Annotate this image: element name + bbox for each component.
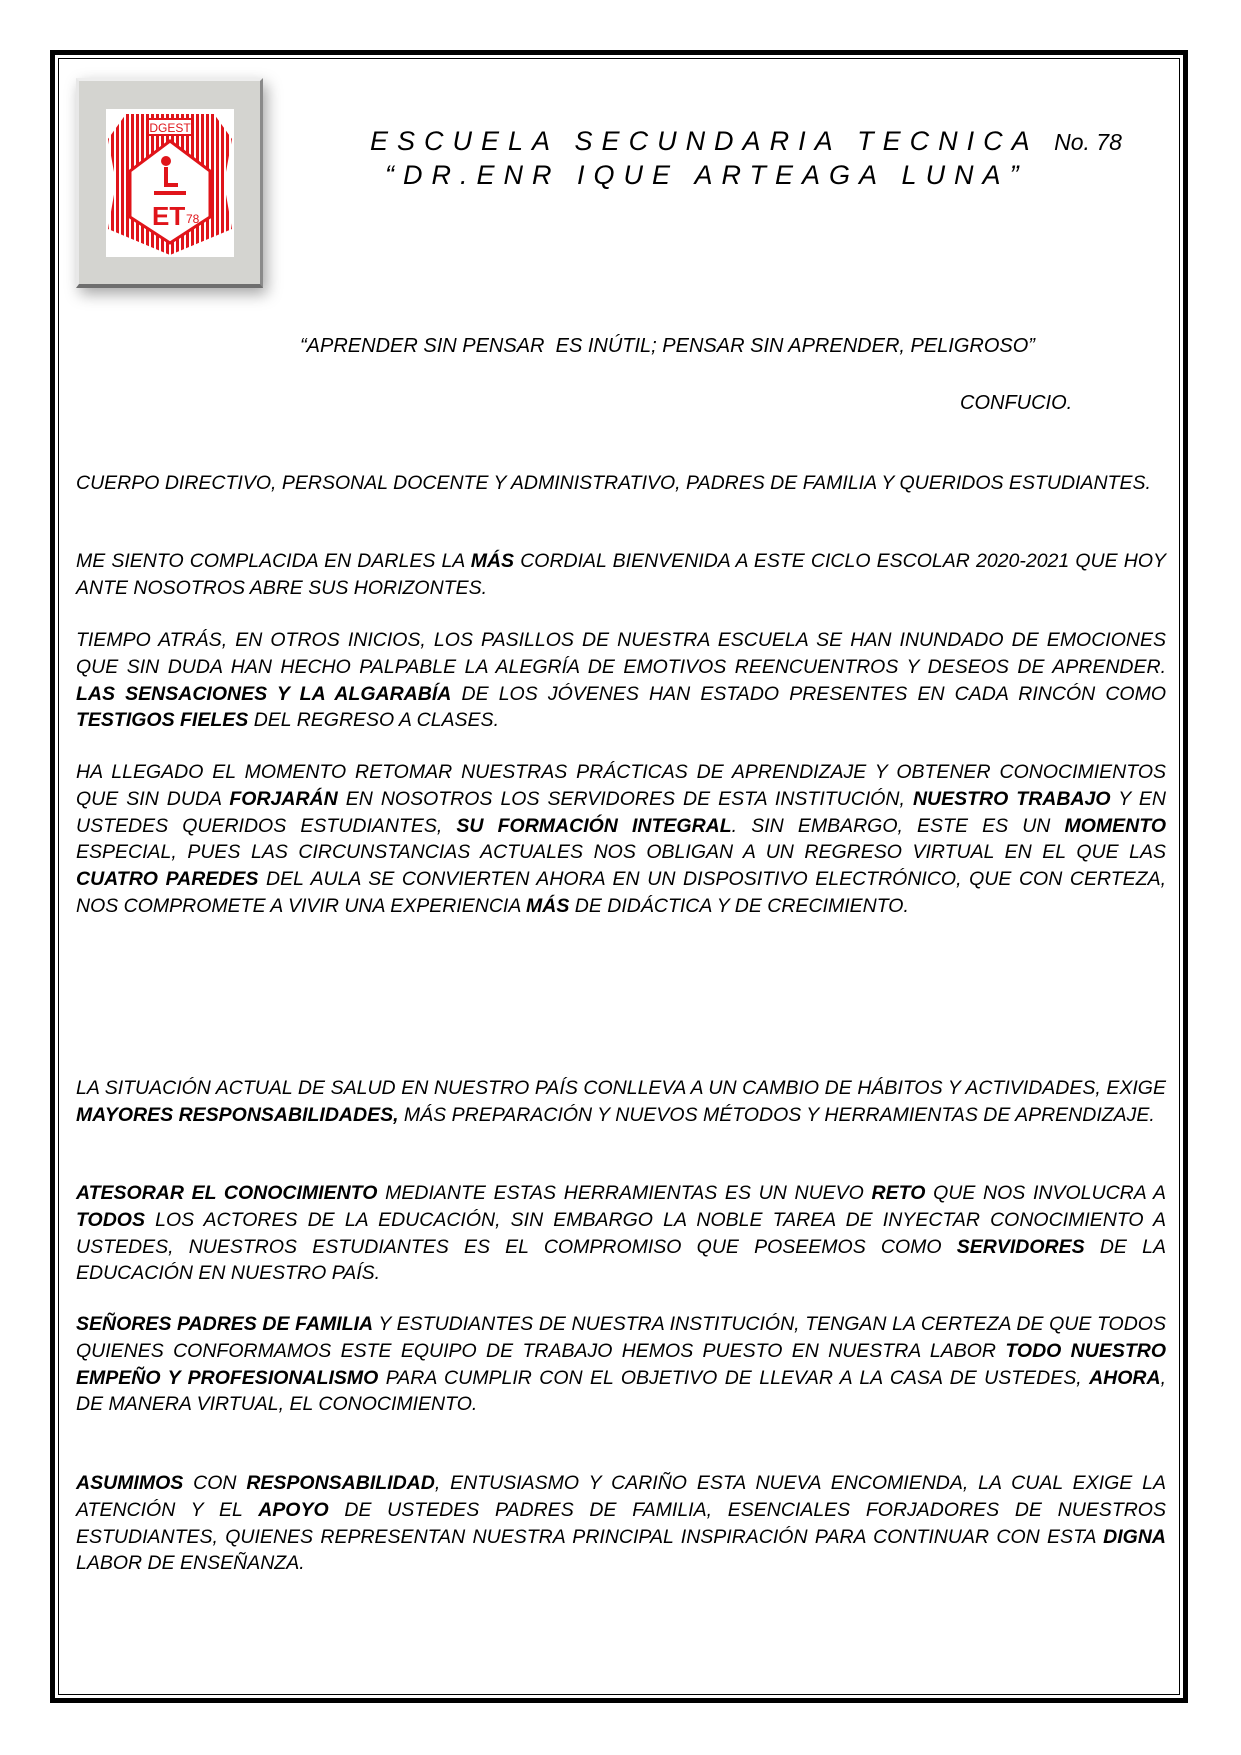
emphasis-text: RETO [871, 1182, 926, 1204]
epigraph-author: CONFUCIO. [960, 392, 1073, 414]
body-text: , DE MANERA VIRTUAL, EL CONOCIMIENTO. [76, 1366, 1166, 1416]
emphasis-text: TESTIGOS FIELES [76, 709, 249, 732]
body-text: DEL REGRESO A CLASES. [248, 709, 499, 732]
svg-text:ET: ET [152, 201, 186, 231]
paragraph-welcome [76, 548, 1166, 602]
body-text: MEDIANTE ESTAS HERRAMIENTAS ES UN NUEVO [377, 1182, 872, 1204]
emphasis-text: AHORA [1089, 1366, 1161, 1389]
body-text: ESPECIAL, PUES LAS CIRCUNSTANCIAS ACTUALES NOS OBLIGAN A UN REGRESO VIRTUAL EN EL QUE LAS [76, 841, 1166, 864]
body-text: CON [183, 1472, 247, 1494]
body-text: DEL AULA SE CONVIERTEN AHORA EN UN DISPOSITIVO ELECTRÓNICO, QUE CON CERTEZA, NOS COMPROMETE A VIVIR UNA EXPERIENCIA [76, 868, 1166, 917]
emphasis-text: TODOS [76, 1208, 145, 1231]
school-name [370, 126, 1122, 157]
body-text: DE DIDÁCTICA Y DE CRECIMIENTO. [569, 894, 909, 917]
body-text: EN NOSOTROS LOS SERVIDORES DE ESTA INSTITUCIÓN, [337, 787, 913, 810]
body-text: LABOR DE ENSEÑANZA. [76, 1552, 305, 1575]
body-text: Y ESTUDIANTES DE NUESTRA INSTITUCIÓN, TENGAN LA CERTEZA DE QUE TODOS QUIENES CONFORMAMOS ESTE EQUIPO DE TRABAJO HEMOS PUESTO EN NUESTRA LABOR [76, 1313, 1166, 1362]
paragraph-parents [76, 1311, 1166, 1418]
emphasis-text: SU FORMACIÓN INTEGRAL [456, 814, 732, 837]
body-text: DE LOS JÓVENES HAN ESTADO PRESENTES EN CADA RINCÓN COMO [451, 682, 1166, 705]
school-number: No. 78 [1054, 129, 1122, 155]
paragraph-greeting [76, 470, 1166, 497]
emphasis-text: ATESORAR EL CONOCIMIENTO [76, 1182, 378, 1204]
school-logo [76, 78, 263, 288]
paragraph-past [76, 627, 1166, 734]
emphasis-text: MOMENTO [1064, 814, 1166, 837]
emphasis-text: TODO NUESTRO EMPEÑO Y PROFESIONALISMO [76, 1339, 1167, 1389]
svg-text:78: 78 [186, 212, 200, 226]
emphasis-text: NUESTRO TRABAJO [912, 787, 1111, 810]
body-text: HA LLEGADO EL MOMENTO RETOMAR NUESTRAS PRÁCTICAS DE APRENDIZAJE Y OBTENER CONOCIMIENTOS QUE SIN DUDA [76, 761, 1166, 810]
emphasis-text: FORJARÁN [229, 787, 338, 810]
emphasis-text: CUATRO PAREDES [76, 868, 259, 891]
body-text: . SIN EMBARGO, ESTE ES UN [731, 814, 1065, 837]
emphasis-text: DIGNA [1103, 1525, 1166, 1548]
paragraph-situation [76, 1075, 1166, 1129]
body-text: Y EN USTEDES QUERIDOS ESTUDIANTES, [76, 787, 1166, 837]
school-name-text: ESCUELA SECUNDARIA TECNICA [370, 126, 1038, 156]
svg-text:DGEST: DGEST [149, 121, 191, 135]
body-text: DE USTEDES PADRES DE FAMILIA, ESENCIALES FORJADORES DE NUESTROS ESTUDIANTES, QUIENES REPRESENTAN NUESTRA PRINCIPAL INSPIRACIÓN PARA CONTINUAR CON ESTA [76, 1498, 1166, 1548]
emphasis-text: APOYO [258, 1498, 329, 1521]
body-text: LOS ACTORES DE LA EDUCACIÓN, SIN EMBARGO LA NOBLE TAREA DE INYECTAR CONOCIMIENTO A USTEDES, NUESTROS ESTUDIANTES ES EL COMPROMISO QUE POSEEMOS COMO [76, 1208, 1166, 1258]
body-text: LA SITUACIÓN ACTUAL DE SALUD EN NUESTRO PAÍS CONLLEVA A UN CAMBIO DE HÁBITOS Y ACTIVIDADES, EXIGE [76, 1077, 1166, 1099]
paragraph-closing [76, 1470, 1166, 1577]
body-text: DE LA EDUCACIÓN EN NUESTRO PAÍS. [76, 1235, 1166, 1285]
school-emblem-icon [106, 109, 234, 257]
body-text: CUERPO DIRECTIVO, PERSONAL DOCENTE Y ADMINISTRATIVO, PADRES DE FAMILIA Y QUERIDOS ESTUDIANTES. [76, 472, 1151, 494]
emphasis-text: SEÑORES PADRES DE FAMILIA [76, 1313, 374, 1335]
body-text: , ENTUSIASMO Y CARIÑO ESTA NUEVA ENCOMIENDA, LA CUAL EXIGE LA ATENCIÓN Y EL [76, 1472, 1167, 1521]
emphasis-text: MÁS [526, 894, 570, 917]
emphasis-text: SERVIDORES [956, 1235, 1085, 1258]
school-honoree: “DR.ENR IQUE ARTEAGA LUNA” [385, 160, 1028, 190]
body-text: MÁS PREPARACIÓN Y NUEVOS MÉTODOS Y HERRAMIENTAS DE APRENDIZAJE. [398, 1103, 1155, 1126]
body-text: QUE NOS INVOLUCRA A [925, 1182, 1167, 1204]
epigraph-quote: “APRENDER SIN PENSAR ES INÚTIL; PENSAR SIN APRENDER, PELIGROSO” [300, 335, 1035, 357]
paragraph-knowledge [76, 1180, 1166, 1287]
body-text: ME SIENTO COMPLACIDA EN DARLES LA [76, 550, 471, 572]
emphasis-text: MÁS [470, 550, 515, 572]
body-text: TIEMPO ATRÁS, EN OTROS INICIOS, LOS PASILLOS DE NUESTRA ESCUELA SE HAN INUNDADO DE EMOCIONES QUE SIN DUDA HAN HECHO PALPABLE LA ALEGRÍA DE EMOTIVOS REENCUENTROS Y DESEOS DE APRENDER. [76, 629, 1166, 678]
body-text: CORDIAL BIENVENIDA A ESTE CICLO ESCOLAR 2020-2021 QUE HOY ANTE NOSOTROS ABRE SUS HORIZONTES. [76, 550, 1166, 599]
paragraph-moment [76, 759, 1166, 920]
body-text: PARA CUMPLIR CON EL OBJETIVO DE LLEVAR A LA CASA DE USTEDES, [378, 1366, 1090, 1389]
emphasis-text: MAYORES RESPONSABILIDADES, [76, 1103, 399, 1126]
emphasis-text: RESPONSABILIDAD [246, 1472, 435, 1494]
emphasis-text: ASUMIMOS [76, 1472, 184, 1494]
emphasis-text: LAS SENSACIONES Y LA ALGARABÍA [76, 682, 452, 705]
